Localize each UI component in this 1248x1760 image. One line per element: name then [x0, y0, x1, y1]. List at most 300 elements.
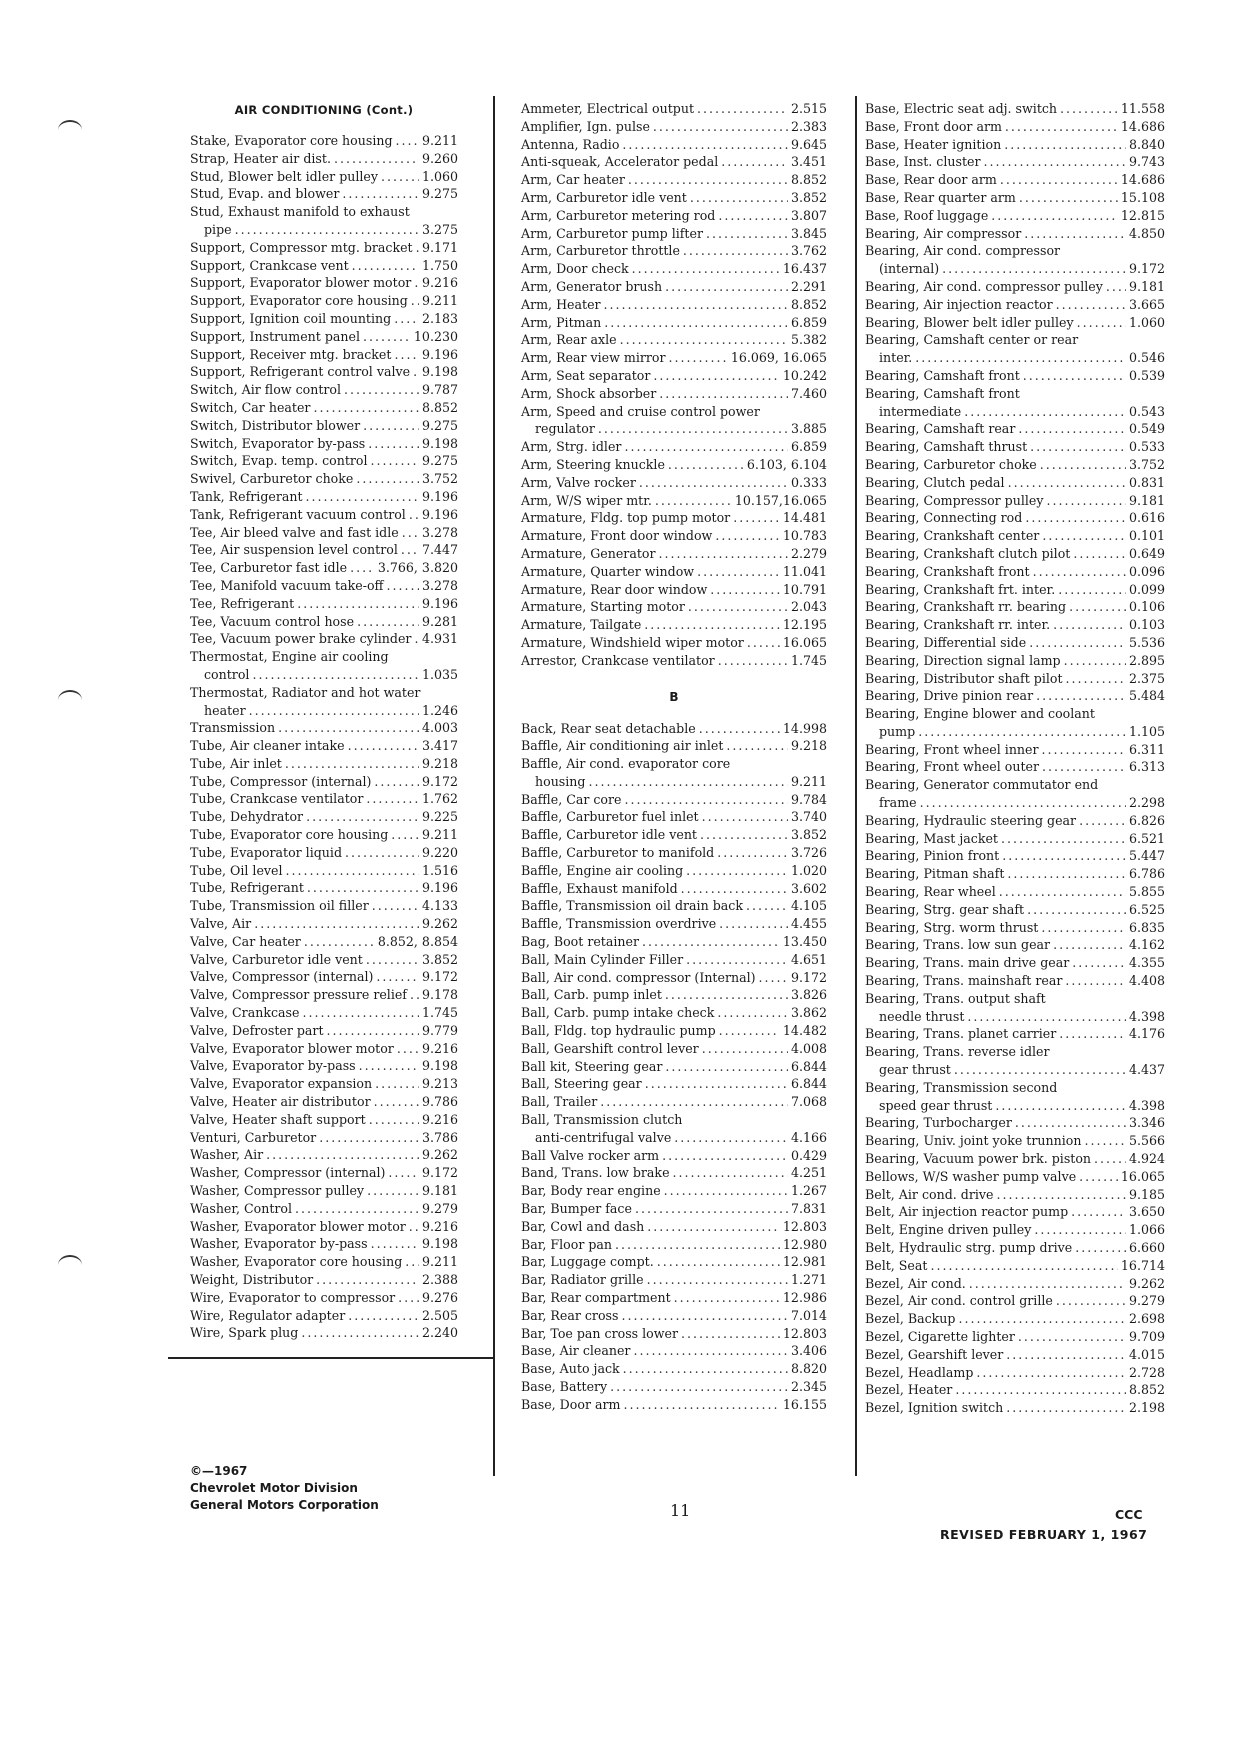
entry-continuation: [190, 666, 458, 684]
leader-dots: [984, 153, 1126, 171]
entry-page-ref: 9.216: [421, 1111, 458, 1127]
index-entry: [521, 1058, 827, 1076]
leader-dots: [969, 1275, 1126, 1293]
leader-dots: [1006, 1399, 1126, 1417]
leader-dots: [388, 1164, 419, 1182]
leader-dots: [964, 403, 1126, 421]
entry-page-ref: 10.242: [782, 367, 827, 383]
entry-page-ref: 0.096: [1128, 563, 1165, 579]
entry-name: Bearing, Pitman shaft: [865, 866, 1005, 882]
leader-dots: [1041, 919, 1126, 937]
index-entry: [190, 1289, 458, 1307]
entry-name: Strap, Heater air dist.: [190, 150, 331, 166]
entry-name: Bearing, Mast jacket: [865, 830, 998, 846]
entry-page-ref: 2.298: [1128, 795, 1165, 811]
entry-name: Bar, Cowl and dash: [521, 1218, 645, 1234]
entry-page-ref: 9.743: [1128, 154, 1165, 170]
entry-name: Valve, Compressor (internal): [190, 969, 374, 985]
entry-name: Bearing, Direction signal lamp: [865, 652, 1061, 668]
leader-dots: [644, 616, 780, 634]
entry-page-ref: 9.172: [421, 1165, 458, 1181]
entry-page-ref: 2.505: [421, 1307, 458, 1323]
entry-page-ref: 8.852: [790, 296, 827, 312]
leader-dots: [369, 1111, 419, 1129]
index-entry: [865, 118, 1165, 136]
index-entry: [521, 1307, 827, 1325]
entry-page-ref: 8.852: [790, 172, 827, 188]
index-entry: [521, 1253, 827, 1271]
entry-page-ref: 9.198: [421, 1058, 458, 1074]
leader-dots: [632, 260, 780, 278]
leader-dots: [673, 1164, 788, 1182]
entry-page-ref: 9.213: [421, 1076, 458, 1092]
entry-page-ref: 2.291: [790, 278, 827, 294]
index-entry: [865, 705, 1165, 741]
entry-page-ref: 2.198: [1128, 1400, 1165, 1416]
entry-name: Washer, Control: [190, 1200, 293, 1216]
leader-dots: [610, 1378, 788, 1396]
entry-page-ref: 8.840: [1128, 136, 1165, 152]
entry-name: Bearing, Hydraulic steering gear: [865, 812, 1077, 828]
leader-dots: [334, 150, 419, 168]
index-entry: [521, 1200, 827, 1218]
leader-dots: [313, 399, 418, 417]
entry-name: Bearing, Air cond. compressor pulley: [865, 278, 1103, 294]
section-letter-heading: B: [669, 689, 679, 704]
entry-name-continued: pump: [879, 723, 916, 739]
entry-name: Bearing, Strg. worm thrust: [865, 919, 1039, 935]
index-entry: [521, 652, 827, 670]
entry-name: Baffle, Carburetor to manifold: [521, 845, 715, 861]
index-entry: [865, 1186, 1165, 1204]
entry-name: Transmission: [190, 720, 276, 736]
entry-page-ref: 1.020: [790, 862, 827, 878]
entry-page-ref: 9.262: [1128, 1275, 1165, 1291]
leader-dots: [410, 986, 419, 1004]
index-entry: [865, 420, 1165, 438]
leader-dots: [719, 915, 788, 933]
entry-continuation: [865, 260, 1165, 278]
index-entry: [521, 207, 827, 225]
entry-name: Bezel, Air cond.: [865, 1275, 966, 1291]
entry-page-ref: 0.649: [1128, 545, 1165, 561]
leader-dots: [623, 1396, 779, 1414]
leader-dots: [715, 527, 780, 545]
leader-dots: [1019, 189, 1118, 207]
index-entry: [865, 509, 1165, 527]
leader-dots: [285, 755, 419, 773]
entry-page-ref: 2.375: [1128, 670, 1165, 686]
entry-name: Antenna, Radio: [521, 136, 620, 152]
entry-name-continued: (internal): [879, 261, 940, 277]
leader-dots: [416, 239, 419, 257]
index-entry: [521, 616, 827, 634]
entry-name: Switch, Distributor blower: [190, 417, 361, 433]
entry-continuation: [521, 420, 827, 438]
entry-name: Bar, Toe pan cross lower: [521, 1325, 678, 1341]
entry-page-ref: 9.196: [421, 488, 458, 504]
entry-name: Tube, Compressor (internal): [190, 773, 372, 789]
index-entry: [865, 936, 1165, 954]
entry-name: Ball Valve rocker arm: [521, 1147, 660, 1163]
index-entry: [865, 1346, 1165, 1364]
leader-dots: [628, 171, 788, 189]
index-entry: [865, 776, 1165, 812]
entry-name: Belt, Engine driven pulley: [865, 1222, 1032, 1238]
leader-dots: [633, 1342, 787, 1360]
entry-name: Bearing, Rear wheel: [865, 884, 996, 900]
leader-dots: [1065, 972, 1126, 990]
entry-name: Ball, Transmission clutch: [521, 1112, 683, 1128]
leader-dots: [1030, 438, 1126, 456]
entry-page-ref: 9.276: [421, 1289, 458, 1305]
leader-dots: [686, 862, 788, 880]
entry-name: Arm, Carburetor pump lifter: [521, 225, 703, 241]
entry-page-ref: 9.784: [790, 791, 827, 807]
entry-name: Bearing, Univ. joint yoke trunnion: [865, 1133, 1082, 1149]
entry-page-ref: 2.240: [421, 1325, 458, 1341]
leader-dots: [394, 310, 419, 328]
entry-name: Ball, Air cond. compressor (Internal): [521, 969, 756, 985]
index-entry: [521, 136, 827, 154]
entry-list: [521, 100, 827, 670]
index-entry: [521, 1236, 827, 1254]
leader-dots: [1034, 1221, 1126, 1239]
leader-dots: [710, 581, 780, 599]
entry-name: Wire, Evaporator to compressor: [190, 1289, 396, 1305]
index-entry: [521, 791, 827, 809]
entry-page-ref: 9.211: [421, 293, 458, 309]
entry-name: Arm, Door check: [521, 261, 629, 277]
entry-page-ref: 3.766, 3.820: [377, 560, 458, 576]
leader-dots: [327, 1022, 419, 1040]
entry-name: Base, Air cleaner: [521, 1343, 631, 1359]
index-entry: [190, 595, 458, 613]
leader-dots: [665, 986, 788, 1004]
index-entry: [521, 456, 827, 474]
entry-name: Bearing, Trans. reverse idler: [865, 1044, 1050, 1060]
leader-dots: [1053, 936, 1126, 954]
entry-page-ref: 9.218: [421, 755, 458, 771]
index-entry: [521, 1111, 827, 1147]
index-entry: [190, 203, 458, 239]
entry-page-ref: 9.279: [421, 1200, 458, 1216]
leader-dots: [1079, 812, 1126, 830]
entry-page-ref: 12.195: [782, 617, 827, 633]
leader-dots: [1053, 616, 1126, 634]
entry-name: Bearing, Trans. mainshaft rear: [865, 973, 1063, 989]
entry-name: Bezel, Gearshift lever: [865, 1346, 1004, 1362]
index-entry: [190, 915, 458, 933]
index-entry: [190, 257, 458, 275]
entry-page-ref: 3.786: [421, 1129, 458, 1145]
index-entry: [190, 1093, 458, 1111]
index-entry: [521, 969, 827, 987]
leader-dots: [357, 613, 419, 631]
entry-name: Ball kit, Steering gear: [521, 1058, 663, 1074]
index-entry: [190, 185, 458, 203]
entry-page-ref: 12.981: [782, 1254, 827, 1270]
index-entry: [865, 1399, 1165, 1417]
entry-page-ref: 9.198: [421, 364, 458, 380]
entry-page-ref: 2.728: [1128, 1364, 1165, 1380]
leader-dots: [1004, 136, 1126, 154]
leader-dots: [254, 915, 419, 933]
entry-name-continued: frame: [879, 795, 917, 811]
entry-name: Bezel, Air cond. control grille: [865, 1293, 1053, 1309]
entry-page-ref: 16.155: [782, 1396, 827, 1412]
index-entry: [521, 403, 827, 439]
entry-name: Ball, Fldg. top hydraulic pump: [521, 1023, 716, 1039]
index-entry: [865, 1381, 1165, 1399]
leader-dots: [413, 363, 419, 381]
leader-dots: [967, 1008, 1126, 1026]
entry-page-ref: 9.196: [421, 595, 458, 611]
entry-page-ref: 3.451: [790, 154, 827, 170]
index-entry: [521, 1378, 827, 1396]
index-entry: [190, 862, 458, 880]
index-entry: [190, 630, 458, 648]
index-entry: [190, 541, 458, 559]
index-entry: [865, 331, 1165, 367]
index-entry: [190, 879, 458, 897]
entry-page-ref: 6.835: [1128, 919, 1165, 935]
entry-page-ref: 9.211: [421, 133, 458, 148]
entry-name: Amplifier, Ign. pulse: [521, 118, 650, 134]
entry-page-ref: 3.852: [790, 827, 827, 843]
index-entry: [190, 559, 458, 577]
index-entry: [865, 1328, 1165, 1346]
entry-name: Bearing, Distributor shaft pilot: [865, 670, 1063, 686]
entry-page-ref: 3.807: [790, 207, 827, 223]
leader-dots: [1025, 509, 1126, 527]
leader-dots: [726, 737, 788, 755]
entry-name: Tube, Transmission oil filler: [190, 898, 369, 914]
entry-name: Bearing, Turbocharger: [865, 1115, 1012, 1131]
entry-page-ref: 4.003: [421, 720, 458, 736]
entry-page-ref: 4.176: [1128, 1026, 1165, 1042]
entry-page-ref: 1.267: [790, 1183, 827, 1199]
leader-dots: [302, 1004, 419, 1022]
entry-page-ref: 1.066: [1128, 1222, 1165, 1238]
entry-name: Bar, Rear compartment: [521, 1290, 671, 1305]
index-entry: [190, 968, 458, 986]
revision-date: REVISED FEBRUARY 1, 1967: [940, 1527, 1148, 1542]
entry-page-ref: 9.181: [1128, 492, 1165, 508]
entry-page-ref: 0.546: [1128, 350, 1165, 366]
entry-name: Bearing, Camshaft thrust: [865, 439, 1028, 455]
entry-page-ref: 3.278: [421, 577, 458, 593]
leader-dots: [747, 634, 780, 652]
index-entry: [190, 719, 458, 737]
entry-page-ref: 4.398: [1128, 1097, 1165, 1113]
entry-page-ref: 10.157,16.065: [734, 492, 827, 508]
index-entry: [190, 435, 458, 453]
leader-dots: [286, 862, 419, 880]
index-entry: [521, 509, 827, 527]
index-entry: [865, 189, 1165, 207]
entry-page-ref: 5.855: [1128, 884, 1165, 900]
entry-continuation: [190, 221, 458, 239]
leader-dots: [1000, 171, 1118, 189]
index-entry: [865, 100, 1165, 118]
entry-page-ref: 4.008: [790, 1040, 827, 1056]
leader-dots: [718, 207, 788, 225]
entry-page-ref: 10.783: [782, 528, 827, 544]
entry-name: Bearing, Clutch pedal: [865, 474, 1005, 490]
leader-dots: [681, 1325, 780, 1343]
entry-name: Bezel, Backup: [865, 1311, 956, 1327]
leader-dots: [307, 879, 419, 897]
entry-page-ref: 5.484: [1128, 688, 1165, 704]
entry-name: Armature, Fldg. top pump motor: [521, 510, 731, 526]
entry-name: Valve, Crankcase: [190, 1005, 300, 1021]
leader-dots: [1069, 598, 1126, 616]
entry-name-continued: speed gear thrust: [879, 1097, 993, 1113]
entry-name: Washer, Evaporator core housing: [190, 1254, 403, 1270]
leader-dots: [1046, 492, 1125, 510]
entry-name: Valve, Carburetor idle vent: [190, 951, 363, 967]
copyright-line: ©—1967: [190, 1464, 248, 1478]
index-entry: [190, 1200, 458, 1218]
leader-dots: [702, 808, 788, 826]
entry-name-continued: anti-centrifugal valve: [535, 1129, 672, 1145]
index-entry: [865, 492, 1165, 510]
leader-dots: [995, 1097, 1126, 1115]
leader-dots: [700, 826, 788, 844]
leader-dots: [363, 417, 419, 435]
leader-dots: [368, 435, 419, 453]
leader-dots: [409, 1218, 419, 1236]
leader-dots: [235, 221, 419, 239]
leader-dots: [1024, 225, 1126, 243]
entry-page-ref: 4.437: [1128, 1062, 1165, 1078]
entry-page-ref: 9.198: [421, 1236, 458, 1252]
leader-dots: [686, 951, 788, 969]
entry-name: Armature, Generator: [521, 545, 656, 561]
entry-page-ref: 9.172: [1128, 261, 1165, 277]
leader-dots: [642, 933, 780, 951]
index-entry: [865, 758, 1165, 776]
entry-name: Arm, Pitman: [521, 314, 602, 330]
entry-name: Bezel, Heater: [865, 1382, 953, 1398]
index-entry: [190, 1004, 458, 1022]
leader-dots: [655, 492, 732, 510]
leader-dots: [746, 897, 788, 915]
entry-page-ref: 9.279: [1128, 1293, 1165, 1309]
index-entry: [865, 1310, 1165, 1328]
column-heading: AIR CONDITIONING (Cont.): [234, 103, 414, 117]
entry-page-ref: 9.172: [421, 969, 458, 985]
index-entry: [190, 1129, 458, 1147]
leader-dots: [719, 1022, 780, 1040]
entry-page-ref: 16.069, 16.065: [730, 350, 827, 366]
leader-dots: [1029, 634, 1126, 652]
entry-page-ref: 12.803: [782, 1218, 827, 1234]
entry-page-ref: 5.566: [1128, 1133, 1165, 1149]
leader-dots: [1094, 1150, 1126, 1168]
entry-page-ref: 9.196: [421, 880, 458, 896]
index-entry: [865, 153, 1165, 171]
entry-name-continued: needle thrust: [879, 1008, 965, 1024]
entry-name: Arm, Valve rocker: [521, 474, 636, 490]
entry-name: Baffle, Carburetor idle vent: [521, 827, 697, 843]
index-entry: [190, 577, 458, 595]
index-entry: [521, 844, 827, 862]
leader-dots: [662, 1147, 788, 1165]
leader-dots: [295, 1200, 419, 1218]
entry-page-ref: 9.260: [421, 150, 458, 166]
index-entry: [521, 314, 827, 332]
entry-page-ref: 0.106: [1128, 599, 1165, 615]
entry-page-ref: 2.043: [790, 599, 827, 615]
leader-dots: [639, 474, 788, 492]
entry-page-ref: 9.172: [421, 773, 458, 789]
index-entry: [190, 1253, 458, 1271]
leader-dots: [1006, 1346, 1126, 1364]
entry-name: Bearing, Air compressor: [865, 225, 1022, 241]
index-entry: [190, 737, 458, 755]
entry-page-ref: 4.105: [790, 898, 827, 914]
index-entry: [190, 363, 458, 381]
index-entry: [190, 168, 458, 186]
entry-name-continued: heater: [204, 702, 246, 718]
entry-page-ref: 9.262: [421, 1147, 458, 1163]
entry-name: Arm, Shock absorber: [521, 385, 657, 401]
index-entry: [521, 1182, 827, 1200]
entry-name: Tee, Vacuum control hose: [190, 613, 355, 629]
entry-name: Bearing, Trans. planet carrier: [865, 1026, 1057, 1042]
entry-name: Base, Electric seat adj. switch: [865, 101, 1058, 116]
index-entry: [865, 865, 1165, 883]
leader-dots: [394, 346, 418, 364]
entry-page-ref: 7.068: [790, 1094, 827, 1110]
entry-page-ref: 4.924: [1128, 1151, 1165, 1167]
index-entry: [521, 242, 827, 260]
leader-dots: [930, 1257, 1117, 1275]
leader-dots: [1036, 687, 1126, 705]
entry-page-ref: 1.246: [421, 702, 458, 718]
index-entry: [865, 1043, 1165, 1079]
leader-dots: [920, 794, 1126, 812]
index-entry: [865, 563, 1165, 581]
index-entry: [521, 385, 827, 403]
leader-dots: [371, 1235, 419, 1253]
entry-name: Bearing, Crankshaft clutch pilot: [865, 545, 1071, 561]
entry-page-ref: 9.196: [421, 346, 458, 362]
index-entry: [521, 598, 827, 616]
index-entry: [190, 506, 458, 524]
entry-name: Swivel, Carburetor choke: [190, 471, 354, 487]
entry-page-ref: 3.650: [1128, 1204, 1165, 1220]
entry-page-ref: 4.651: [790, 951, 827, 967]
entry-name: Support, Evaporator blower motor: [190, 275, 412, 291]
entry-page-ref: 9.216: [421, 275, 458, 291]
column-end-rule: [168, 1357, 494, 1359]
index-entry: [190, 239, 458, 257]
leader-dots: [397, 1040, 419, 1058]
entry-page-ref: 6.859: [790, 439, 827, 455]
leader-dots: [1071, 1203, 1126, 1221]
entry-name: Bearing, Air injection reactor: [865, 296, 1053, 312]
page-number: 11: [670, 1501, 691, 1520]
entry-page-ref: 6.844: [790, 1076, 827, 1092]
entry-name: Armature, Quarter window: [521, 563, 695, 579]
entry-page-ref: 2.383: [790, 118, 827, 134]
index-entry: [865, 1114, 1165, 1132]
entry-page-ref: 11.041: [782, 563, 827, 579]
index-entry: [865, 1168, 1165, 1186]
